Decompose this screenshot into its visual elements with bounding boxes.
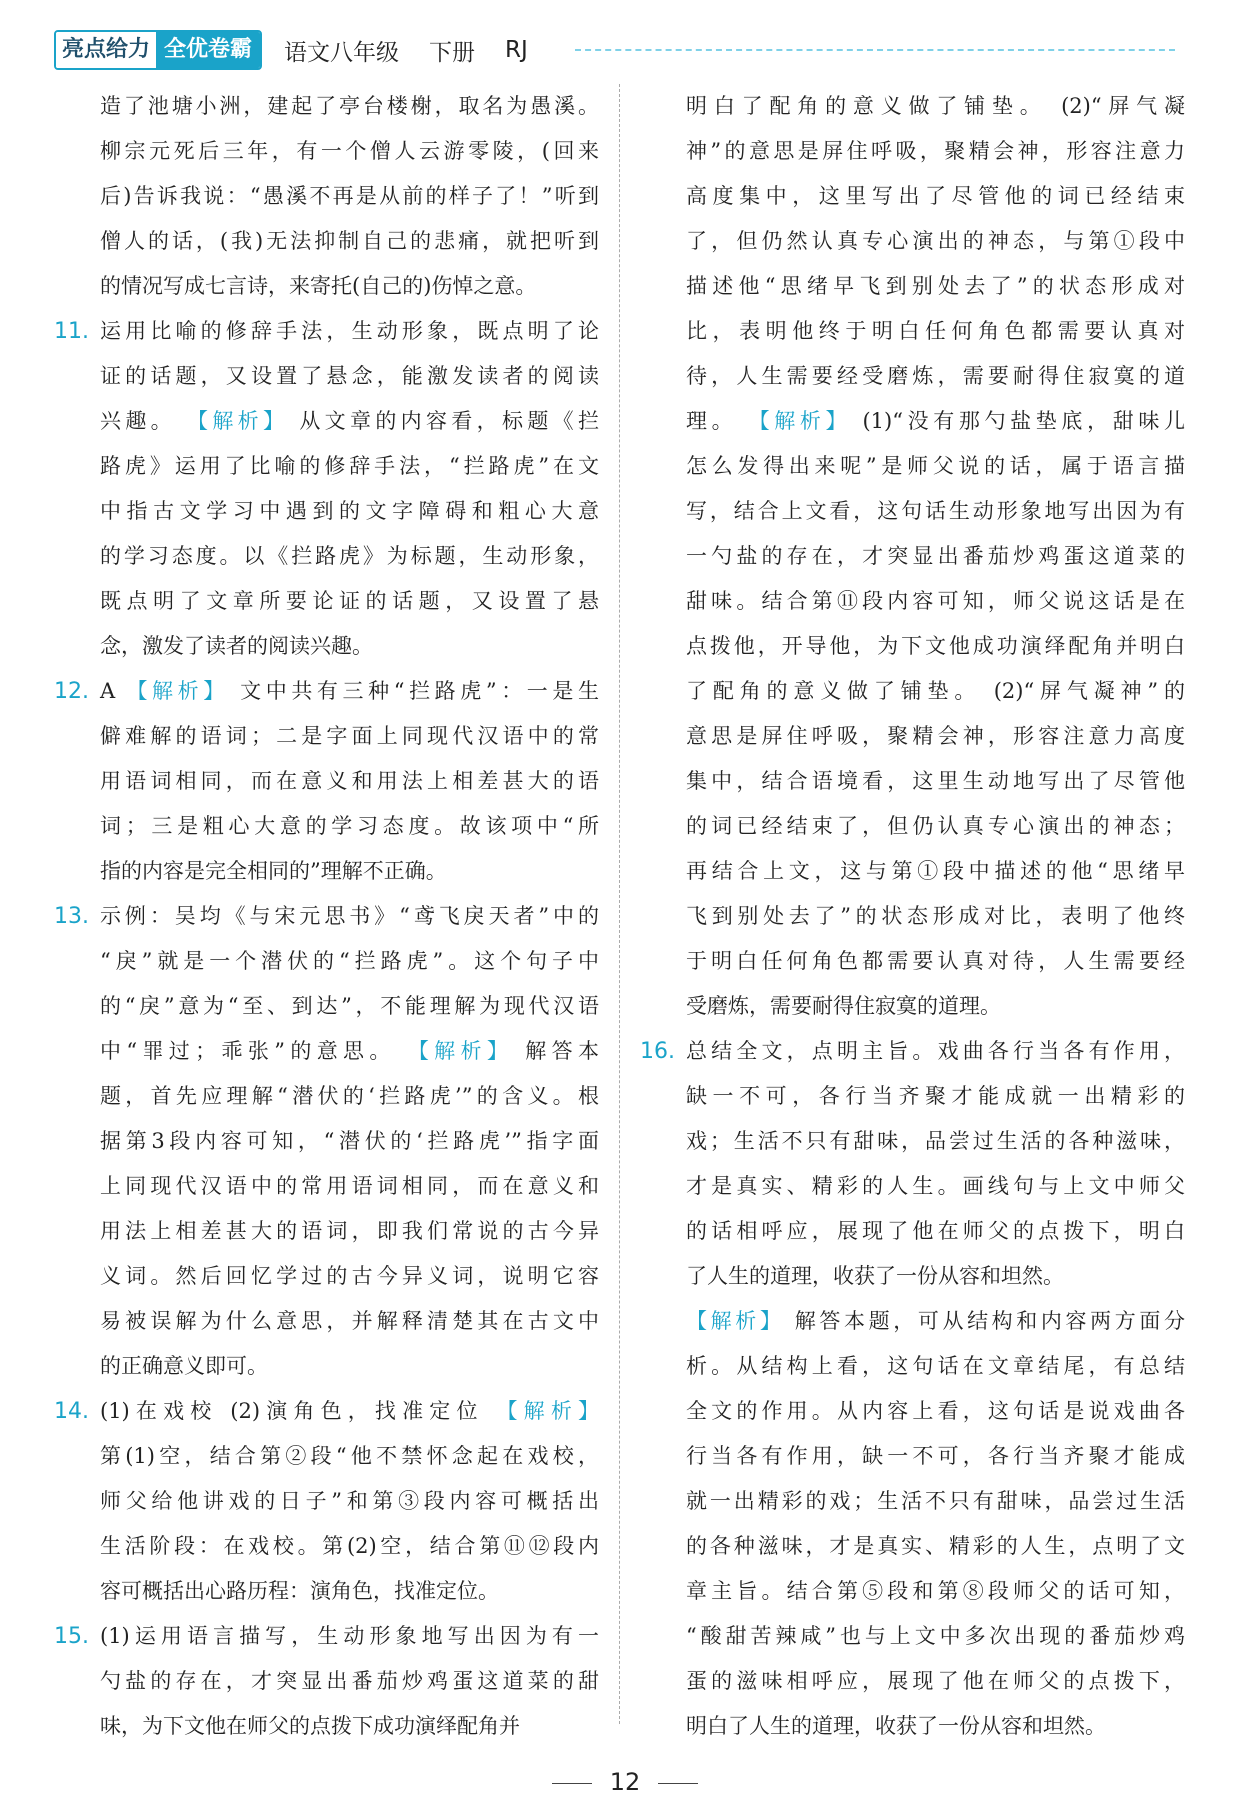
analysis-tag: 【解析】 (126, 679, 229, 703)
text-line: “戾”就是一个潜伏的“拦路虎”。这个句子中 (100, 949, 599, 973)
brand-name: 亮点给力 (56, 32, 156, 68)
brand-series: 全优卷霸 (156, 32, 260, 68)
text-line: 的学习态度。以《拦路虎》为标题，生动形象， (100, 544, 599, 568)
right-column (640, 84, 1185, 1749)
text-line: 的情况写成七言诗，来寄托(自己的)伤悼之意。 (100, 274, 537, 298)
text-line: 造了池塘小洲，建起了亭台楼榭，取名为愚溪。 (100, 94, 599, 118)
text-line: 后)告诉我说：“愚溪不再是从前的样子了！”听到 (100, 184, 599, 208)
text-line: 用语词相同，而在意义和用法上相差甚大的语 (100, 769, 599, 793)
text-line: 念，激发了读者的阅读兴趣。 (100, 634, 373, 658)
text-line: 僧人的话，(我)无法抑制自己的悲痛，就把听到 (100, 229, 599, 253)
text-line: 飞到别处去了”的状态形成对比，表明了他终 (686, 904, 1185, 928)
text-line: 受磨炼，需要耐得住寂寞的道理。 (686, 994, 1001, 1018)
text-line: 神”的意思是屏住呼吸，聚精会神，形容注意力 (686, 139, 1185, 163)
text-line: 高度集中，这里写出了尽管他的词已经结束 (686, 184, 1185, 208)
text-line: 师父给他讲戏的日子”和第③段内容可概括出 (100, 1489, 599, 1513)
answer-item (640, 1299, 1185, 1749)
answer-text (686, 1029, 1185, 1299)
text-line: 于明白任何角色都需要认真对待，人生需要经 (686, 949, 1185, 973)
text-line: 析。从结构上看，这句话在文章结尾，有总结 (686, 1354, 1185, 1378)
analysis-tag: 【解析】 (686, 1309, 785, 1333)
text-line: 怎么发得出来呢”是师父说的话，属于语言描 (686, 454, 1185, 478)
question-number: 11. (54, 319, 89, 344)
text-line: 义词。然后回忆学过的古今异义词，说明它容 (100, 1264, 599, 1288)
text-line: 了配角的意义做了铺垫。 (2)“屏气凝神”的 (686, 679, 1185, 703)
text-line: 僻难解的语词；二是字面上同现代汉语中的常 (100, 724, 599, 748)
answer-item (54, 894, 599, 1389)
subject-label: 语文八年级 (284, 39, 400, 66)
answer-text (686, 1299, 1185, 1749)
text-line: 了人生的道理，收获了一份从容和坦然。 (686, 1264, 1064, 1288)
text-line: 勺盐的存在，才突显出番茄炒鸡蛋这道菜的甜 (100, 1669, 599, 1693)
volume-label: 下册 (429, 39, 476, 66)
page-header (54, 30, 558, 70)
question-number: 16. (640, 1039, 675, 1064)
text-line: 【解析】 解答本题，可从结构和内容两方面分 (686, 1309, 1185, 1333)
column-divider (619, 84, 620, 1724)
answer-text (100, 894, 599, 1389)
text-line: 的正确意义即可。 (100, 1354, 268, 1378)
text-line: 示例：吴均《与宋元思书》“鸢飞戾天者”中的 (100, 904, 599, 928)
text-line: 词；三是粗心大意的学习态度。故该项中“所 (100, 814, 599, 838)
answer-item (54, 309, 599, 669)
text-line: 全文的作用。从内容上看，这句话是说戏曲各 (686, 1399, 1185, 1423)
text-line: 甜味。结合第⑪段内容可知，师父说这话是在 (686, 589, 1185, 613)
text-line: 指的内容是完全相同的”理解不正确。 (100, 859, 447, 883)
text-line: 描述他“思绪早飞到别处去了”的状态形成对 (686, 274, 1185, 298)
text-line: 柳宗元死后三年，有一个僧人云游零陵，(回来 (100, 139, 599, 163)
text-line: 的词已经结束了，但仍认真专心演出的神态； (686, 814, 1185, 838)
answer-item (54, 1614, 599, 1749)
edition-label: RJ (505, 37, 528, 63)
question-number: 13. (54, 904, 89, 929)
text-line: (1)运用语言描写，生动形象地写出因为有一 (100, 1624, 599, 1648)
text-line: 比，表明他终于明白任何角色都需要认真对 (686, 319, 1185, 343)
text-line: 味，为下文他在师父的点拨下成功演绎配角并 (100, 1714, 520, 1738)
brand-logo (54, 30, 262, 70)
text-line: 证的话题，又设置了悬念，能激发读者的阅读 (100, 364, 599, 388)
text-line: 写，结合上文看，这句话生动形象地写出因为有 (686, 499, 1185, 523)
question-number (640, 84, 686, 1029)
text-line: 中“罪过；乖张”的意思。 【解析】 解答本 (100, 1039, 599, 1063)
answer-text (100, 1389, 599, 1614)
text-line: 路虎》运用了比喻的修辞手法，“拦路虎”在文 (100, 454, 599, 478)
answer-item (54, 84, 599, 309)
text-line: 据第3段内容可知，“潜伏的‘拦路虎’”指字面 (100, 1129, 599, 1153)
text-line: 章主旨。结合第⑤段和第⑧段师父的话可知， (686, 1579, 1185, 1603)
text-line: 缺一不可，各行当齐聚才能成就一出精彩的 (686, 1084, 1185, 1108)
text-line: 生活阶段：在戏校。第(2)空，结合第⑪⑫段内 (100, 1534, 599, 1558)
page-footer (0, 1768, 1250, 1796)
text-line: (1)在戏校 (2)演角色，找准定位 【解析】 (100, 1399, 600, 1423)
text-line: “酸甜苦辣咸”也与上文中多次出现的番茄炒鸡 (686, 1624, 1185, 1648)
text-line: 运用比喻的修辞手法，生动形象，既点明了论 (100, 319, 599, 343)
text-line: 意思是屏住呼吸，聚精会神，形容注意力高度 (686, 724, 1185, 748)
answer-text (100, 1614, 599, 1749)
text-line: 才是真实、精彩的人生。画线句与上文中师父 (686, 1174, 1185, 1198)
question-number: 14. (54, 1399, 89, 1424)
text-line: 集中，结合语境看，这里生动地写出了尽管他 (686, 769, 1185, 793)
analysis-tag: 【解析】 (407, 1039, 514, 1063)
analysis-tag: 【解析】 (496, 1399, 600, 1423)
text-line: 蛋的滋味相呼应，展现了他在师父的点拨下， (686, 1669, 1185, 1693)
answer-text (100, 309, 599, 669)
text-line: 待，人生需要经受磨炼，需要耐得住寂寞的道 (686, 364, 1185, 388)
answer-item (640, 1029, 1185, 1299)
text-line: 了，但仍然认真专心演出的神态，与第①段中 (686, 229, 1185, 253)
analysis-tag: 【解析】 (748, 409, 852, 433)
text-line: 明白了配角的意义做了铺垫。 (2)“屏气凝 (686, 94, 1185, 118)
text-line: A 【解析】 文中共有三种“拦路虎”：一是生 (100, 679, 600, 703)
answer-text (100, 84, 599, 309)
question-number (640, 1299, 686, 1749)
text-line: 易被误解为什么意思，并解释清楚其在古文中 (100, 1309, 599, 1333)
analysis-tag: 【解析】 (187, 409, 289, 433)
answer-text (686, 84, 1185, 1029)
text-line: 容可概括出心路历程：演角色，找准定位。 (100, 1579, 499, 1603)
text-line: 题，首先应理解“潜伏的‘拦路虎’”的含义。根 (100, 1084, 599, 1108)
answer-item (54, 669, 599, 894)
footer-dash-left (552, 1783, 592, 1784)
header-rule (575, 49, 1175, 51)
text-line: 点拨他，开导他，为下文他成功演绎配角并明白 (686, 634, 1185, 658)
question-number: 12. (54, 679, 89, 704)
text-line: 就一出精彩的戏；生活不只有甜味，品尝过生活 (686, 1489, 1185, 1513)
text-line: 第(1)空，结合第②段“他不禁怀念起在戏校， (100, 1444, 599, 1468)
question-number (54, 84, 100, 309)
left-column (54, 84, 599, 1749)
text-line: 上同现代汉语中的常用语词相同，而在意义和 (100, 1174, 599, 1198)
question-number: 15. (54, 1624, 89, 1649)
text-line: 再结合上文，这与第①段中描述的他“思绪早 (686, 859, 1185, 883)
text-line: 的“戾”意为“至、到达”，不能理解为现代汉语 (100, 994, 599, 1018)
answer-item (640, 84, 1185, 1029)
answer-text (100, 669, 599, 894)
book-info (284, 34, 558, 67)
text-line: 既点明了文章所要论证的话题，又设置了悬 (100, 589, 599, 613)
text-line: 戏；生活不只有甜味，品尝过生活的各种滋味， (686, 1129, 1185, 1153)
text-line: 兴趣。 【解析】 从文章的内容看，标题《拦 (100, 409, 599, 433)
text-line: 中指古文学习中遇到的文字障碍和粗心大意 (100, 499, 599, 523)
text-line: 明白了人生的道理，收获了一份从容和坦然。 (686, 1714, 1106, 1738)
text-line: 总结全文，点明主旨。戏曲各行当各有作用， (686, 1039, 1185, 1063)
text-line: 的各种滋味，才是真实、精彩的人生，点明了文 (686, 1534, 1185, 1558)
footer-dash-right (658, 1783, 698, 1784)
text-line: 理。 【解析】 (1)“没有那勺盐垫底，甜味儿 (686, 409, 1185, 433)
page-number: 12 (609, 1768, 641, 1796)
answer-item (54, 1389, 599, 1614)
text-line: 的话相呼应，展现了他在师父的点拨下，明白 (686, 1219, 1185, 1243)
text-line: 行当各有作用，缺一不可，各行当齐聚才能成 (686, 1444, 1185, 1468)
text-line: 用法上相差甚大的语词，即我们常说的古今异 (100, 1219, 599, 1243)
text-line: 一勺盐的存在，才突显出番茄炒鸡蛋这道菜的 (686, 544, 1185, 568)
